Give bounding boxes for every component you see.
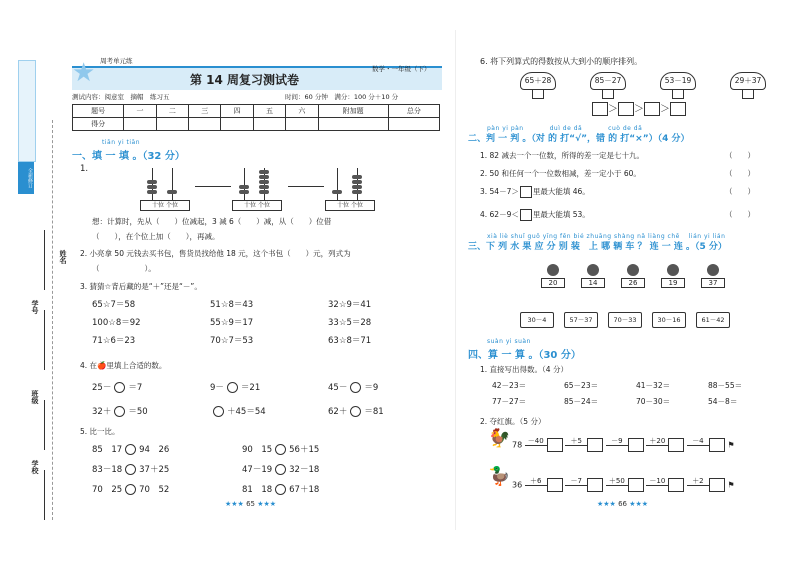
- q3-header: [80, 281, 202, 292]
- calc-item: 77－27＝: [492, 397, 527, 406]
- order-boxes: ＞ ＞ ＞: [592, 100, 686, 116]
- mushroom: 29＋37: [730, 72, 766, 99]
- score-cell[interactable]: [221, 118, 253, 131]
- page-title: 第 14 周复习测试卷: [190, 73, 300, 87]
- compare-circle[interactable]: [275, 484, 286, 495]
- mushroom: 53－19: [660, 72, 696, 99]
- judge-item: 1. 82 减去一个一位数，所得的差一定是七十九。: [480, 151, 644, 160]
- score-cell[interactable]: [318, 118, 388, 131]
- abacus-3: [325, 168, 375, 208]
- truck[interactable]: 30－4: [520, 312, 554, 328]
- subject-label: 数学・一年级（下）: [372, 65, 431, 73]
- q5-item: 70 25 70 52: [92, 485, 170, 495]
- q2-text: 2. 小亮拿 50 元钱去买书包，售货员找给他 18 元，这个书包（ ）元，列式为: [80, 249, 351, 258]
- apple-blank[interactable]: [350, 382, 361, 393]
- score-cell[interactable]: [189, 118, 221, 131]
- col-header: 附加题: [318, 105, 388, 118]
- star-icon: ☆: [338, 336, 347, 346]
- sec4-pinyin: suàn yi suàn: [487, 338, 531, 345]
- truck[interactable]: 30－16: [652, 312, 686, 328]
- arrow-line: [195, 186, 231, 187]
- col-header: 五: [253, 105, 285, 118]
- judge-item: 2. 50 和任何一个一位数相减，差一定小于 60。: [480, 169, 641, 178]
- sec1-pinyin: tiān yi tiān: [102, 139, 141, 146]
- q4-header: 4. 在🍎里填上合适的数。: [80, 361, 167, 370]
- q3-grid: [92, 298, 442, 352]
- col-header: 六: [286, 105, 318, 118]
- score-cell[interactable]: [124, 118, 156, 131]
- sec4-title: 四、算 一 算 。（30 分）: [468, 350, 581, 361]
- place-label: 十位 个位: [325, 200, 375, 211]
- cut-line: [52, 120, 54, 520]
- compare-circle[interactable]: [125, 484, 136, 495]
- page-number-right: ★★★ 66 ★★★: [597, 500, 649, 508]
- answer-box[interactable]: [520, 186, 532, 198]
- page-divider: [455, 30, 456, 530]
- field-line: [44, 400, 45, 450]
- fruit: 20: [540, 264, 566, 288]
- answer-box[interactable]: [668, 478, 684, 492]
- q3-item: 100☆8＝92: [92, 318, 141, 328]
- fruit: 19: [660, 264, 686, 288]
- answer-box[interactable]: [547, 438, 563, 452]
- duck-icon: 🦆: [488, 466, 511, 487]
- q5-item: 90 15 56＋15: [242, 445, 320, 455]
- score-table: [72, 104, 440, 131]
- compare-circle[interactable]: [275, 464, 286, 475]
- q5-item: 83－18 37＋25: [92, 465, 170, 475]
- answer-box[interactable]: [628, 478, 644, 492]
- answer-box[interactable]: [670, 102, 686, 116]
- q3-item: 32☆9＝41: [328, 300, 372, 310]
- flag-chain-2: 36 ＋6 －7 ＋50 －10 ＋2 ⚑: [512, 478, 782, 492]
- mushroom: 85－27: [590, 72, 626, 99]
- sec4-q2: 2. 夺红旗。（5 分）: [480, 417, 546, 426]
- star-icon: ★: [72, 58, 96, 88]
- field-line: [44, 230, 45, 290]
- judge-bracket[interactable]: （ ）: [725, 169, 755, 178]
- q5-item: 81 18 67＋18: [242, 485, 320, 495]
- fruit-icon: [627, 264, 639, 276]
- answer-box[interactable]: [709, 478, 725, 492]
- q3-item: 63☆8＝71: [328, 336, 372, 346]
- sec4-q1: 1. 直接写出得数。（4 分）: [480, 365, 568, 374]
- sec1-title: 一、填 一 填 。（32 分）: [72, 151, 185, 162]
- judge-bracket[interactable]: （ ）: [725, 151, 755, 160]
- answer-box[interactable]: [520, 209, 532, 221]
- star-icon: ☆: [108, 318, 116, 328]
- apple-blank[interactable]: [114, 406, 125, 417]
- judge-bracket[interactable]: （ ）: [725, 187, 755, 196]
- compare-circle[interactable]: [125, 464, 136, 475]
- fruit-icon: [587, 264, 599, 276]
- q5-item: 85 17 94 26: [92, 445, 170, 455]
- brand-tag: 全新修订: [18, 162, 34, 194]
- judge-item: 4. 62－9＜ 里最大能填 53。: [480, 210, 590, 219]
- col-header: 四: [221, 105, 253, 118]
- judge-item: 3. 54－7＞ 里最大能填 46。: [480, 187, 590, 196]
- q1-line1: 想：计算时，先从（ ）位减起，3 减 6（ ）减，从（ ）位借: [92, 217, 332, 226]
- calc-item: 88－55＝: [708, 381, 743, 390]
- q6-text: 6. 将下列算式的得数按从大到小的顺序排列。: [480, 57, 643, 66]
- q3-item: 71☆6＝23: [92, 336, 136, 346]
- q3-text-b: 背后藏的是“＋”还是“－”。: [111, 282, 202, 291]
- name-label: 姓名: [59, 250, 67, 264]
- star-icon: ☆: [104, 282, 112, 291]
- q2-line2: （ ）。: [92, 264, 156, 273]
- calc-item: 85－24＝: [564, 397, 599, 406]
- answer-box[interactable]: [709, 438, 725, 452]
- score-cell[interactable]: [253, 118, 285, 131]
- class-label: 班级: [31, 390, 39, 404]
- flag-chain-1: 78 －40 ＋5 －9 ＋20 －4 ⚑: [512, 438, 782, 452]
- q4-item: 32＋ ＝50: [92, 407, 148, 417]
- fruit-row: [540, 264, 780, 288]
- page-number-left: ★★★ 65 ★★★: [225, 500, 277, 508]
- star-icon: ☆: [220, 300, 229, 310]
- fruit-icon: [707, 264, 719, 276]
- row-label: 题号: [73, 105, 124, 118]
- q5-item: 47－19 32－18: [242, 465, 320, 475]
- compare-circle[interactable]: [125, 444, 136, 455]
- row-label: 得分: [73, 118, 124, 131]
- star-icon: ☆: [338, 318, 347, 328]
- fruit-icon: [547, 264, 559, 276]
- calc-item: 54－8＝: [708, 397, 738, 406]
- rooster-icon: 🐓: [488, 428, 511, 449]
- arrow-line: [288, 186, 324, 187]
- fruit-icon: [667, 264, 679, 276]
- score-cell[interactable]: [286, 118, 318, 131]
- col-header: 总分: [388, 105, 439, 118]
- q3-item: 55☆9＝17: [210, 318, 254, 328]
- sec3-title: 三、下 列 水 果 应 分 别 装 上 哪 辆 车 ？ 连 一 连 。（5 分）: [468, 242, 727, 252]
- q4-item: ＋45＝54: [210, 405, 328, 417]
- compare-circle[interactable]: [275, 444, 286, 455]
- calc-item: 65－23＝: [564, 381, 599, 390]
- answer-box[interactable]: [668, 438, 684, 452]
- place-label: 十位 个位: [140, 200, 190, 211]
- apple-blank[interactable]: [213, 406, 224, 417]
- truck[interactable]: 70－33: [608, 312, 642, 328]
- apple-icon: 🍎: [97, 361, 107, 370]
- answer-box[interactable]: [547, 478, 563, 492]
- sec3-pinyin: xià liè shuǐ guǒ yīng fēn bié zhuāng shàng nǎ liàng chē lián yi lián: [487, 233, 726, 240]
- binding-margin: [0, 0, 70, 565]
- q5-header: 5. 比一比。: [80, 427, 120, 436]
- answer-box[interactable]: [587, 478, 603, 492]
- q1-number: 1.: [80, 164, 89, 174]
- q3-item: 51☆8＝43: [210, 300, 254, 310]
- score-cell[interactable]: [388, 118, 439, 131]
- calc-item: 42－23＝: [492, 381, 527, 390]
- apple-blank[interactable]: [350, 406, 361, 417]
- id-label: 学号: [31, 300, 39, 314]
- apple-blank[interactable]: [227, 382, 238, 393]
- q3-text: 3. 猜猜: [80, 282, 105, 291]
- star-icon: ☆: [338, 300, 347, 310]
- abacus-2: [232, 168, 282, 208]
- answer-box[interactable]: [644, 102, 660, 116]
- truck[interactable]: 57－37: [564, 312, 598, 328]
- star-icon: ☆: [102, 300, 111, 310]
- answer-box[interactable]: [618, 102, 634, 116]
- calc-item: 70－30＝: [636, 397, 671, 406]
- calc-grid: [492, 380, 782, 412]
- col-header: 三: [189, 105, 221, 118]
- fruit: 37: [700, 264, 726, 288]
- star-icon: ☆: [220, 336, 229, 346]
- answer-box[interactable]: [587, 438, 603, 452]
- instruction-bar: [18, 60, 36, 162]
- school-label: 学校: [31, 460, 39, 474]
- top-label: 周考单元练: [100, 57, 133, 65]
- q3-item: 33☆5＝28: [328, 318, 372, 328]
- q1-line2: （ ），在个位上加（ ），再减。: [92, 232, 220, 241]
- mushroom: 65＋28: [520, 72, 556, 99]
- calc-item: 41－32＝: [636, 381, 671, 390]
- flag-icon: ⚑: [727, 480, 735, 490]
- mushroom-row: [520, 72, 780, 99]
- q4-grid: [92, 381, 442, 429]
- apple-blank[interactable]: [114, 382, 125, 393]
- q4-item: 25－ ＝7: [92, 383, 143, 393]
- score-cell[interactable]: [156, 118, 188, 131]
- abacus-1: [140, 168, 190, 208]
- answer-box[interactable]: [628, 438, 644, 452]
- fruit: 26: [620, 264, 646, 288]
- place-label: 十位 个位: [232, 200, 282, 211]
- col-header: 二: [156, 105, 188, 118]
- truck-row: [520, 312, 780, 328]
- judge-bracket[interactable]: （ ）: [725, 210, 755, 219]
- field-line: [44, 310, 45, 370]
- col-header: 一: [124, 105, 156, 118]
- star-icon: ☆: [220, 318, 229, 328]
- star-icon: ☆: [102, 336, 111, 346]
- test-content: 测试内容：阅意室 摘帽 练习五: [72, 93, 170, 101]
- answer-box[interactable]: [592, 102, 608, 116]
- field-line: [44, 470, 45, 520]
- sec2-title: 二、判 一 判 。（对 的 打“√”，错 的 打“×”）（4 分）: [468, 134, 690, 144]
- sec2-pinyin: pàn yi pàn duì de dǎ cuò de dǎ: [487, 125, 643, 132]
- flag-icon: ⚑: [727, 440, 735, 450]
- q5-grid: [92, 443, 442, 503]
- truck[interactable]: 61－42: [696, 312, 730, 328]
- q4-item: 45－ ＝9: [328, 383, 379, 393]
- q4-item: 9－ ＝21: [210, 383, 261, 393]
- time-info: 时间：60 分钟 满分：100 分＋10 分: [285, 93, 399, 101]
- q3-item: 70☆7＝53: [210, 336, 254, 346]
- q3-item: 65☆7＝58: [92, 300, 136, 310]
- fruit: 14: [580, 264, 606, 288]
- q4-item: 62＋ ＝81: [328, 407, 384, 417]
